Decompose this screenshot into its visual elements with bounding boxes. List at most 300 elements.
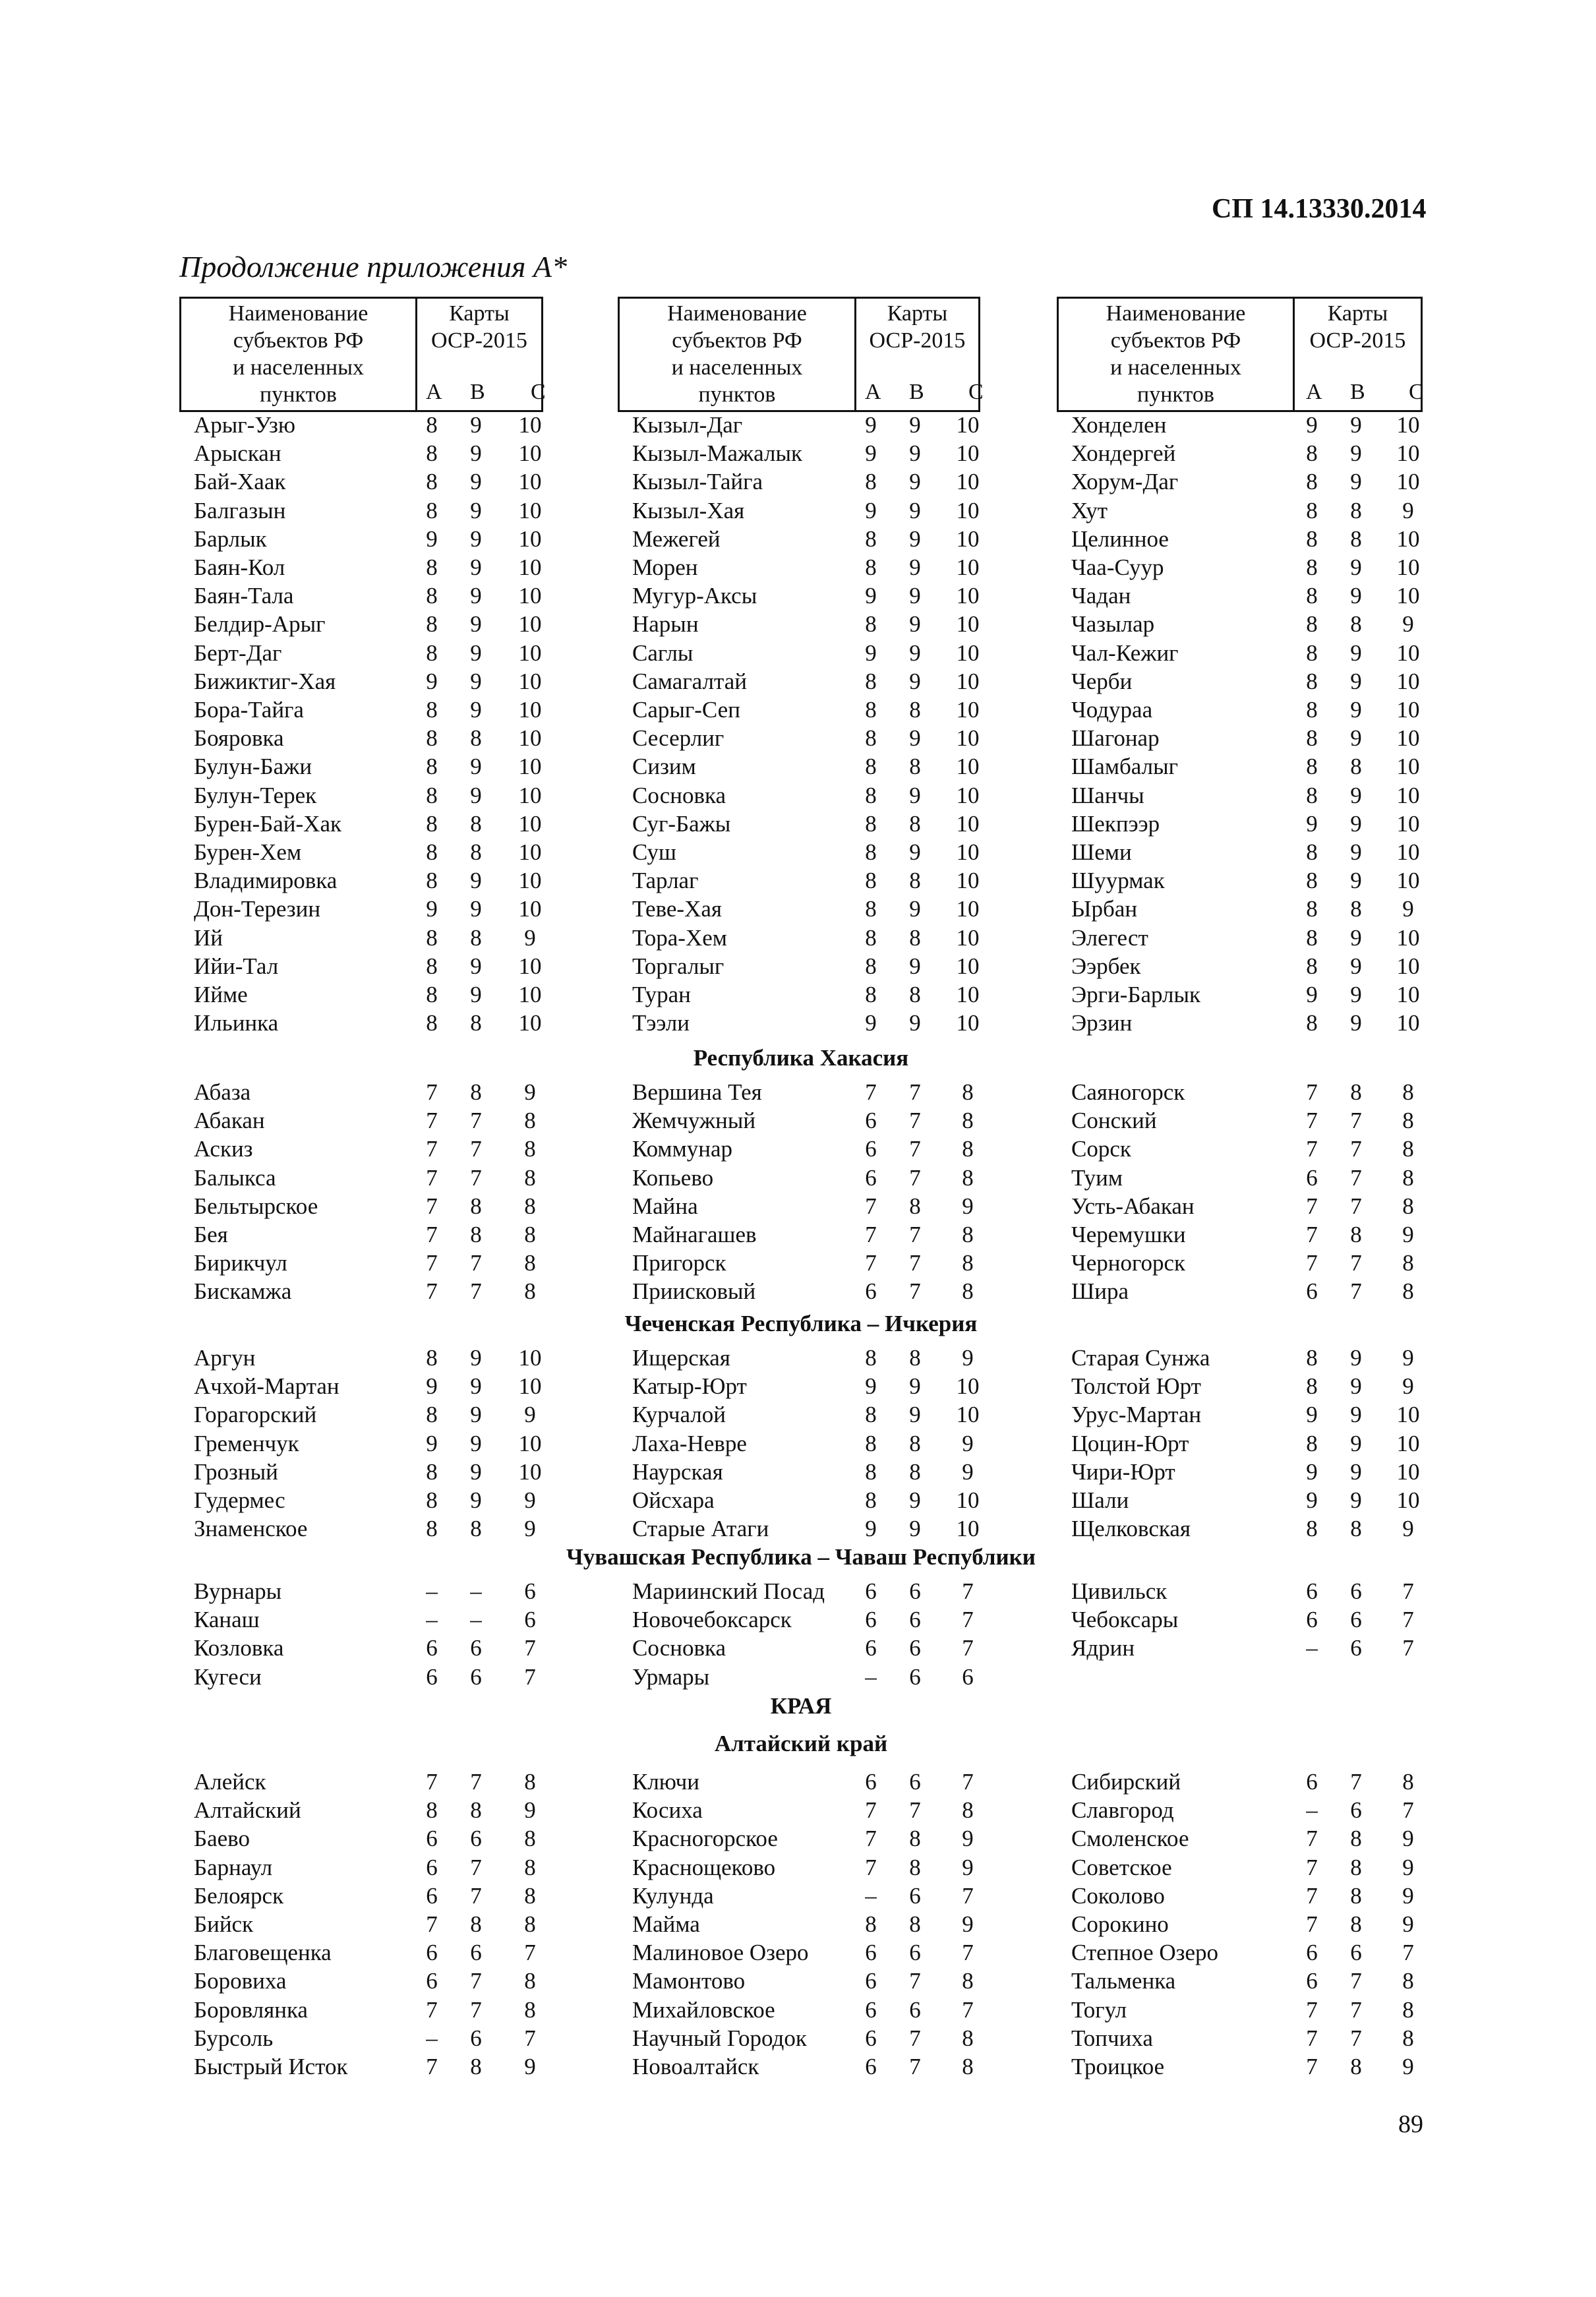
seismic-value-b: 8 — [470, 810, 482, 837]
seismic-value-a: 8 — [1306, 554, 1318, 580]
seismic-value-c: 9 — [962, 1193, 974, 1219]
settlement-name: Шуурмак — [1071, 868, 1165, 894]
seismic-value-c: 9 — [962, 1911, 974, 1937]
seismic-value-a: 8 — [865, 697, 877, 723]
settlement-name: Сизим — [632, 754, 696, 780]
settlement-name: Сесерлиг — [632, 725, 724, 752]
settlement-name: Кызыл-Хая — [632, 497, 745, 523]
settlement-name: Ачхой-Мартан — [194, 1373, 340, 1400]
seismic-value-c: 9 — [524, 1797, 536, 1824]
seismic-value-a: 8 — [865, 469, 877, 495]
seismic-value-b: 7 — [470, 1996, 482, 2023]
seismic-value-a: – — [426, 1607, 438, 1633]
seismic-value-b: 9 — [470, 640, 482, 666]
settlement-name: Нарын — [632, 611, 699, 638]
seismic-value-c: 10 — [956, 725, 980, 752]
settlement-name: Абаза — [194, 1079, 251, 1105]
seismic-value-c: 10 — [956, 554, 980, 580]
seismic-value-a: 6 — [426, 1663, 438, 1690]
header-maps-line: ОСР-2015 — [431, 328, 527, 353]
seismic-value-c: 10 — [956, 412, 980, 438]
seismic-value-c: 8 — [524, 1769, 536, 1795]
seismic-value-a: 9 — [1306, 1487, 1318, 1513]
seismic-value-a: 8 — [865, 782, 877, 808]
seismic-value-a: 7 — [1306, 2025, 1318, 2051]
seismic-value-b: 6 — [909, 1635, 921, 1661]
seismic-value-c: 10 — [518, 640, 542, 666]
seismic-value-c: 10 — [956, 1373, 980, 1400]
seismic-value-b: 8 — [909, 1826, 921, 1852]
settlement-name: Арыскан — [194, 440, 281, 467]
seismic-value-c: 10 — [518, 1010, 542, 1036]
seismic-value-b: 9 — [470, 754, 482, 780]
seismic-value-b: 8 — [1350, 1079, 1362, 1105]
seismic-value-c: 8 — [524, 1854, 536, 1880]
header-name-line: Наименование — [667, 301, 807, 326]
settlement-name: Бельтырское — [194, 1193, 318, 1219]
seismic-value-a: 7 — [426, 1996, 438, 2023]
seismic-value-a: 7 — [865, 1222, 877, 1247]
settlement-name: Степное Озеро — [1071, 1940, 1219, 1966]
seismic-value-a: 9 — [1306, 1402, 1318, 1428]
seismic-value-c: 8 — [1402, 1250, 1414, 1276]
seismic-value-a: 8 — [426, 1345, 438, 1371]
settlement-name: Майна — [632, 1193, 698, 1219]
seismic-value-a: – — [1306, 1797, 1318, 1824]
seismic-value-b: 9 — [909, 583, 921, 609]
settlement-name: Советское — [1071, 1854, 1172, 1880]
section-title: Чеченская Республика – Ичкерия — [624, 1311, 978, 1336]
settlement-name: Черби — [1071, 668, 1133, 694]
seismic-value-b: 7 — [470, 1164, 482, 1191]
seismic-value-c: 8 — [524, 1164, 536, 1191]
settlement-name: Дон-Терезин — [194, 896, 321, 922]
header-col-b: В — [470, 380, 485, 404]
seismic-value-a: – — [865, 1663, 877, 1690]
seismic-value-a: 7 — [426, 1911, 438, 1937]
settlement-name: Коммунар — [632, 1136, 732, 1162]
seismic-value-a: 8 — [865, 810, 877, 837]
seismic-value-b: 9 — [1350, 810, 1362, 837]
seismic-value-c: 10 — [518, 440, 542, 467]
seismic-value-c: 8 — [524, 1826, 536, 1852]
seismic-value-b: 9 — [909, 412, 921, 438]
seismic-value-a: 7 — [865, 1854, 877, 1880]
header-name-column — [1059, 299, 1293, 410]
seismic-value-b: 9 — [1350, 1430, 1362, 1456]
seismic-value-a: 8 — [1306, 953, 1318, 979]
seismic-value-a: 7 — [426, 1769, 438, 1795]
seismic-value-a: 8 — [426, 839, 438, 865]
settlement-name: Майнагашев — [632, 1222, 757, 1247]
header-name-line: субъектов РФ — [1110, 328, 1241, 353]
header-name-line: субъектов РФ — [672, 328, 802, 353]
seismic-value-a: 8 — [1306, 839, 1318, 865]
settlement-name: Вершина Тея — [632, 1079, 762, 1105]
seismic-value-c: 10 — [1396, 1402, 1420, 1428]
settlement-name: Цивильск — [1071, 1578, 1167, 1604]
seismic-value-a: 7 — [865, 1826, 877, 1852]
seismic-value-a: 8 — [426, 1516, 438, 1542]
seismic-value-a: 7 — [1306, 1826, 1318, 1852]
settlement-name: Суг-Бажы — [632, 810, 731, 837]
seismic-value-c: 7 — [524, 1635, 536, 1661]
settlement-name: Краснощеково — [632, 1854, 776, 1880]
seismic-value-b: 9 — [909, 440, 921, 467]
settlement-name: Хорум-Даг — [1071, 469, 1179, 495]
seismic-value-c: 8 — [1402, 1996, 1414, 2023]
settlement-name: Шира — [1071, 1278, 1129, 1305]
seismic-value-a: 8 — [1306, 440, 1318, 467]
seismic-value-a: 8 — [865, 953, 877, 979]
seismic-value-b: 9 — [470, 896, 482, 922]
seismic-value-b: 7 — [470, 1136, 482, 1162]
seismic-value-c: 10 — [1396, 583, 1420, 609]
settlement-name: Майма — [632, 1911, 700, 1937]
settlement-name: Щелковская — [1071, 1516, 1191, 1542]
settlement-name: Наурская — [632, 1458, 723, 1485]
settlement-name: Урмары — [632, 1663, 710, 1690]
seismic-value-c: 9 — [1402, 1826, 1414, 1852]
settlement-name: Самагалтай — [632, 668, 747, 694]
seismic-value-a: – — [426, 2025, 438, 2051]
seismic-value-b: 7 — [909, 1250, 921, 1276]
seismic-value-b: 9 — [1350, 924, 1362, 951]
seismic-value-a: 9 — [865, 412, 877, 438]
seismic-value-a: 8 — [1306, 1010, 1318, 1036]
seismic-value-c: 10 — [956, 668, 980, 694]
seismic-value-c: 7 — [962, 1996, 974, 2023]
seismic-value-c: 10 — [1396, 868, 1420, 894]
seismic-value-a: 8 — [865, 924, 877, 951]
seismic-value-b: 9 — [909, 554, 921, 580]
settlement-name: Бея — [194, 1222, 228, 1247]
seismic-value-a: 8 — [1306, 469, 1318, 495]
settlement-name: Балыкса — [194, 1164, 276, 1191]
seismic-value-c: 10 — [1396, 810, 1420, 837]
settlement-name: Ищерская — [632, 1345, 730, 1371]
settlement-name: Абакан — [194, 1108, 265, 1134]
settlement-name: Барнаул — [194, 1854, 273, 1880]
seismic-value-b: 6 — [1350, 1940, 1362, 1966]
seismic-value-a: 6 — [865, 1578, 877, 1604]
seismic-value-a: 6 — [1306, 1968, 1318, 1994]
seismic-value-b: 6 — [470, 1663, 482, 1690]
seismic-value-c: 8 — [962, 1968, 974, 1994]
seismic-value-a: 7 — [1306, 1250, 1318, 1276]
seismic-value-a: 7 — [865, 1797, 877, 1824]
seismic-value-a: – — [865, 1882, 877, 1909]
seismic-value-b: 9 — [1350, 1373, 1362, 1400]
seismic-value-b: 9 — [909, 725, 921, 752]
settlement-name: Бийск — [194, 1911, 254, 1937]
seismic-value-c: 10 — [1396, 982, 1420, 1007]
seismic-value-c: 8 — [1402, 1136, 1414, 1162]
seismic-value-c: 7 — [962, 1578, 974, 1604]
seismic-value-b: 9 — [1350, 1402, 1362, 1428]
seismic-value-c: 10 — [1396, 754, 1420, 780]
seismic-value-a: 7 — [426, 1250, 438, 1276]
seismic-value-c: 9 — [962, 1430, 974, 1456]
settlement-name: Урус-Мартан — [1071, 1402, 1202, 1428]
seismic-value-b: 6 — [1350, 1578, 1362, 1604]
seismic-value-a: 6 — [1306, 1278, 1318, 1305]
seismic-value-b: 6 — [1350, 1607, 1362, 1633]
settlement-name: Бирикчул — [194, 1250, 287, 1276]
seismic-value-b: 7 — [909, 1222, 921, 1247]
settlement-name: Сибирский — [1071, 1769, 1181, 1795]
seismic-value-a: 9 — [865, 640, 877, 666]
header-col-c: С — [531, 380, 546, 404]
seismic-value-a: 9 — [865, 440, 877, 467]
seismic-value-a: 8 — [1306, 896, 1318, 922]
seismic-value-a: 9 — [865, 497, 877, 523]
seismic-value-b: 8 — [1350, 1826, 1362, 1852]
seismic-value-b: 7 — [909, 1797, 921, 1824]
settlement-name: Бай-Хаак — [194, 469, 286, 495]
seismic-value-c: 9 — [1402, 497, 1414, 523]
seismic-value-a: 6 — [865, 1635, 877, 1661]
settlement-name: Сосновка — [632, 782, 726, 808]
seismic-value-a: 8 — [426, 440, 438, 467]
settlement-name: Кулунда — [632, 1882, 714, 1909]
seismic-value-b: 9 — [1350, 725, 1362, 752]
settlement-name: Тальменка — [1071, 1968, 1176, 1994]
seismic-value-a: 6 — [865, 1108, 877, 1134]
seismic-value-b: 7 — [909, 2054, 921, 2079]
settlement-name: Ийи-Тал — [194, 953, 279, 979]
seismic-value-a: 8 — [1306, 924, 1318, 951]
seismic-value-b: 7 — [470, 1769, 482, 1795]
document-code: СП 14.13330.2014 — [1212, 194, 1427, 224]
seismic-value-c: 10 — [956, 982, 980, 1007]
seismic-value-a: 8 — [426, 754, 438, 780]
settlement-name: Новочебоксарск — [632, 1607, 792, 1633]
seismic-value-b: 7 — [909, 2025, 921, 2051]
seismic-value-c: 8 — [1402, 1079, 1414, 1105]
seismic-value-b: 9 — [470, 982, 482, 1007]
seismic-value-b: 9 — [1350, 412, 1362, 438]
settlement-name: Малиновое Озеро — [632, 1940, 809, 1966]
seismic-value-a: 6 — [865, 1278, 877, 1305]
seismic-value-b: 8 — [1350, 1911, 1362, 1937]
settlement-name: Смоленское — [1071, 1826, 1189, 1852]
seismic-value-c: 9 — [1402, 611, 1414, 638]
seismic-value-c: 9 — [1402, 1516, 1414, 1542]
seismic-value-b: 8 — [909, 1345, 921, 1371]
header-col-b: В — [1350, 380, 1365, 404]
seismic-value-c: 9 — [1402, 1373, 1414, 1400]
seismic-value-b: 6 — [909, 1578, 921, 1604]
seismic-value-c: 10 — [956, 1402, 980, 1428]
seismic-value-b: 8 — [909, 1193, 921, 1219]
seismic-value-a: 7 — [426, 1079, 438, 1105]
seismic-value-c: 9 — [1402, 2054, 1414, 2079]
seismic-value-b: 7 — [909, 1136, 921, 1162]
settlement-name: Копьево — [632, 1164, 714, 1191]
seismic-value-c: 9 — [1402, 1345, 1414, 1371]
seismic-value-c: 10 — [518, 1458, 542, 1485]
seismic-value-b: 6 — [909, 1663, 921, 1690]
seismic-value-b: 7 — [1350, 1769, 1362, 1795]
seismic-value-b: 7 — [1350, 1996, 1362, 2023]
settlement-name: Ойсхара — [632, 1487, 715, 1513]
settlement-name: Гудермес — [194, 1487, 285, 1513]
seismic-value-a: 6 — [426, 1968, 438, 1994]
seismic-value-c: 8 — [962, 2054, 974, 2079]
seismic-value-c: 10 — [1396, 640, 1420, 666]
seismic-value-a: 8 — [865, 754, 877, 780]
settlement-name: Вурнары — [194, 1578, 282, 1604]
seismic-value-a: 8 — [426, 412, 438, 438]
seismic-value-c: 9 — [524, 1516, 536, 1542]
seismic-value-b: 8 — [909, 924, 921, 951]
seismic-value-b: 8 — [470, 1911, 482, 1937]
seismic-value-c: 7 — [1402, 1940, 1414, 1966]
seismic-value-c: 6 — [524, 1607, 536, 1633]
seismic-value-b: 8 — [470, 1797, 482, 1824]
seismic-value-a: 9 — [865, 583, 877, 609]
settlement-name: Мугур-Аксы — [632, 583, 757, 609]
seismic-value-c: 9 — [962, 1345, 974, 1371]
settlement-name: Бурсоль — [194, 2025, 274, 2051]
seismic-value-c: 10 — [518, 810, 542, 837]
seismic-value-b: 9 — [909, 640, 921, 666]
seismic-value-c: 10 — [518, 554, 542, 580]
seismic-value-a: 7 — [1306, 1079, 1318, 1105]
settlement-name: Алейск — [194, 1769, 266, 1795]
seismic-value-a: 8 — [426, 725, 438, 752]
section-title: КРАЯ — [770, 1693, 832, 1719]
seismic-value-b: 9 — [470, 953, 482, 979]
settlement-name: Троицкое — [1071, 2054, 1165, 2079]
seismic-value-a: 8 — [865, 668, 877, 694]
settlement-name: Элегест — [1071, 924, 1148, 951]
seismic-value-c: 7 — [524, 2025, 536, 2051]
settlement-name: Ключи — [632, 1769, 699, 1795]
settlement-name: Кызыл-Даг — [632, 412, 743, 438]
seismic-value-b: 9 — [1350, 697, 1362, 723]
settlement-name: Сонский — [1071, 1108, 1157, 1134]
settlement-name: Баево — [194, 1826, 250, 1852]
seismic-value-b: 8 — [470, 2054, 482, 2079]
settlement-name: Козловка — [194, 1635, 284, 1661]
seismic-value-a: 8 — [426, 982, 438, 1007]
header-col-c: С — [968, 380, 984, 404]
seismic-value-b: 9 — [470, 1430, 482, 1456]
seismic-value-b: 8 — [1350, 1222, 1362, 1247]
seismic-value-b: 9 — [1350, 640, 1362, 666]
seismic-value-c: 7 — [524, 1940, 536, 1966]
seismic-value-b: 7 — [1350, 1164, 1362, 1191]
header-col-a: А — [1306, 380, 1322, 404]
seismic-value-a: 7 — [1306, 1193, 1318, 1219]
seismic-value-a: 6 — [865, 1136, 877, 1162]
seismic-value-c: 10 — [956, 440, 980, 467]
seismic-value-c: 7 — [962, 1882, 974, 1909]
seismic-value-a: 8 — [1306, 583, 1318, 609]
seismic-value-c: 10 — [518, 953, 542, 979]
settlement-name: Знаменское — [194, 1516, 308, 1542]
seismic-value-c: 9 — [524, 1079, 536, 1105]
settlement-name: Саглы — [632, 640, 694, 666]
seismic-value-c: 10 — [518, 725, 542, 752]
seismic-value-a: 8 — [426, 1487, 438, 1513]
seismic-value-b: 7 — [470, 1882, 482, 1909]
seismic-value-a: 8 — [426, 1402, 438, 1428]
seismic-value-a: 6 — [1306, 1164, 1318, 1191]
settlement-name: Шекпээр — [1071, 810, 1160, 837]
seismic-value-b: 8 — [909, 982, 921, 1007]
seismic-value-c: 9 — [1402, 1911, 1414, 1937]
seismic-value-a: 9 — [865, 1516, 877, 1542]
seismic-value-b: 6 — [470, 1826, 482, 1852]
seismic-value-a: 8 — [1306, 1516, 1318, 1542]
seismic-value-b: 8 — [1350, 525, 1362, 552]
seismic-value-c: 10 — [1396, 953, 1420, 979]
seismic-value-a: 9 — [865, 1010, 877, 1036]
settlement-name: Красногорское — [632, 1826, 778, 1852]
seismic-value-b: 8 — [909, 868, 921, 894]
settlement-name: Усть-Абакан — [1071, 1193, 1195, 1219]
seismic-value-c: 10 — [956, 782, 980, 808]
seismic-value-b: 8 — [909, 1458, 921, 1485]
settlement-name: Бискамжа — [194, 1278, 292, 1305]
settlement-name: Ядрин — [1071, 1635, 1135, 1661]
settlement-name: Лаха-Невре — [632, 1430, 747, 1456]
seismic-value-a: 6 — [865, 2054, 877, 2079]
seismic-value-b: 9 — [470, 1402, 482, 1428]
header-maps-line: ОСР-2015 — [869, 328, 966, 353]
seismic-value-b: 7 — [1350, 1968, 1362, 1994]
settlement-name: Кызыл-Мажалык — [632, 440, 802, 467]
settlement-name: Ийме — [194, 982, 248, 1007]
seismic-value-c: 10 — [1396, 1430, 1420, 1456]
settlement-name: Цоцин-Юрт — [1071, 1430, 1189, 1456]
settlement-name: Ильинка — [194, 1010, 279, 1036]
seismic-value-c: 10 — [1396, 1458, 1420, 1485]
seismic-value-a: 8 — [426, 497, 438, 523]
seismic-value-c: 10 — [956, 868, 980, 894]
settlement-name: Ырбан — [1071, 896, 1138, 922]
settlement-name: Бурен-Хем — [194, 839, 302, 865]
header-name-column — [620, 299, 854, 410]
seismic-value-b: 8 — [1350, 1516, 1362, 1542]
seismic-value-c: 10 — [956, 697, 980, 723]
settlement-name: Эрги-Барлык — [1071, 982, 1201, 1007]
seismic-value-c: 10 — [956, 1487, 980, 1513]
seismic-value-a: 6 — [865, 1996, 877, 2023]
seismic-value-c: 8 — [524, 1250, 536, 1276]
seismic-value-a: 7 — [1306, 1854, 1318, 1880]
seismic-value-b: 8 — [1350, 611, 1362, 638]
table-header-box — [179, 297, 546, 412]
settlement-name: Шанчы — [1071, 782, 1144, 808]
seismic-value-a: 8 — [426, 782, 438, 808]
seismic-value-a: 6 — [1306, 1940, 1318, 1966]
seismic-value-b: 8 — [470, 1193, 482, 1219]
seismic-value-c: 8 — [962, 1079, 974, 1105]
seismic-value-b: 9 — [1350, 953, 1362, 979]
header-name-line: Наименование — [1106, 301, 1246, 326]
seismic-value-b: 9 — [470, 583, 482, 609]
seismic-value-a: 7 — [426, 1222, 438, 1247]
seismic-value-a: 7 — [426, 1164, 438, 1191]
settlement-name: Соколово — [1071, 1882, 1165, 1909]
settlement-name: Сорск — [1071, 1136, 1131, 1162]
seismic-value-a: 8 — [865, 525, 877, 552]
settlement-name: Мамонтово — [632, 1968, 746, 1994]
